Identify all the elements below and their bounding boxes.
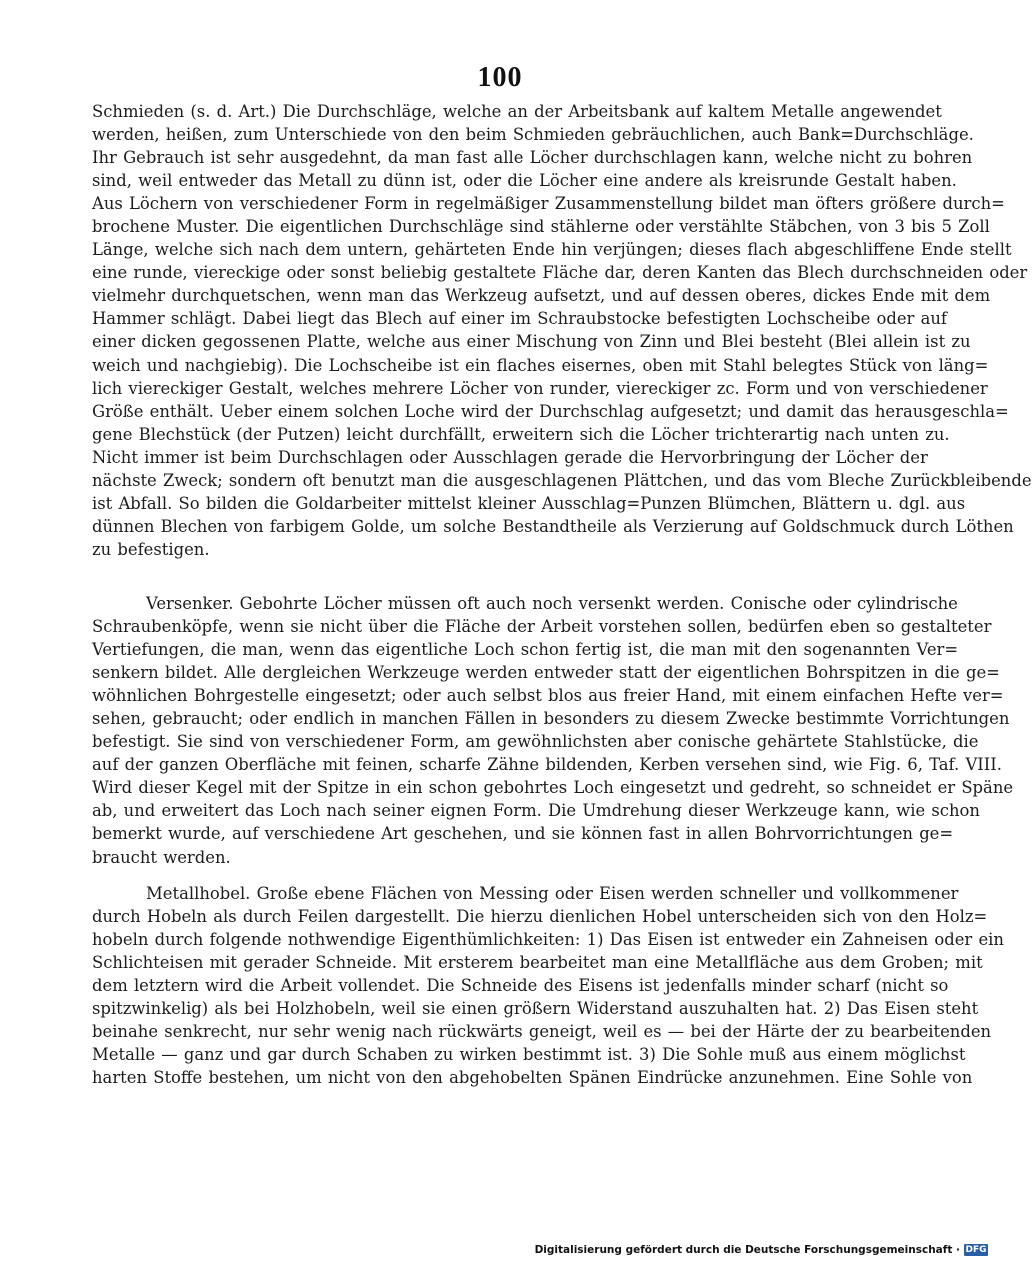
text-line: Metalle — ganz und gar durch Schaben zu wirken bestimmt ist. 3) Die Sohle muß aus einem möglichst — [92, 1045, 966, 1065]
paragraph-versenker — [92, 592, 1014, 869]
text-line: Wird dieser Kegel mit der Spitze in ein schon gebohrtes Loch eingesetzt und gedreht, so schneidet er Späne — [92, 778, 1014, 798]
text-line: harten Stoffe bestehen, um nicht von den abgehobelten Spänen Eindrücke anzunehmen. Eine Sohle von — [92, 1068, 973, 1088]
text-line: auf der ganzen Oberfläche mit feinen, scharfe Zähne bildenden, Kerben versehen sind, wie Fig. 6, Taf. VIII. — [92, 755, 1002, 775]
text-line: nächste Zweck; sondern oft benutzt man die ausgeschlagenen Plättchen, und das vom Bleche Zurückbleibende — [92, 470, 1032, 490]
text-line: Nicht immer ist beim Durchschlagen oder Ausschlagen gerade die Hervorbringung der Löcher der — [92, 447, 928, 467]
text-line: Aus Löchern von verschiedener Form in regelmäßiger Zusammenstellung bildet man öfters größere durch= — [92, 194, 1005, 214]
text-line: eine runde, viereckige oder sonst beliebig gestaltete Fläche dar, deren Kanten das Blech durchschneiden oder — [92, 263, 1028, 283]
text-line: zu befestigen. — [92, 539, 210, 559]
footer-credit — [535, 1244, 988, 1256]
text-line: sind, weil entweder das Metall zu dünn ist, oder die Löcher eine andere als kreisrunde Gestalt haben. — [92, 171, 957, 191]
text-line: Schmieden (s. d. Art.) Die Durchschläge, welche an der Arbeitsbank auf kaltem Metalle angewendet — [92, 102, 942, 121]
text-line: Schlichteisen mit gerader Schneide. Mit ersterem bearbeitet man eine Metallfläche aus dem Groben; mit — [92, 953, 983, 973]
text-line: ist Abfall. So bilden die Goldarbeiter mittelst kleiner Ausschlag=Punzen Blümchen, Blättern u. dgl. aus — [92, 493, 966, 513]
page-number: 100 — [477, 62, 523, 93]
text-line: werden, heißen, zum Unterschiede von den beim Schmieden gebräuchlichen, auch Bank=Durchschläge. — [92, 125, 974, 145]
text-line: dünnen Blechen von farbigem Golde, um solche Bestandtheile als Verzierung auf Goldschmuck durch Löthen — [92, 516, 1014, 536]
text-line: sehen, gebraucht; oder endlich in manchen Fällen in besonders zu diesem Zwecke bestimmte Vorrichtungen — [92, 709, 1010, 729]
text-line: Länge, welche sich nach dem untern, gehärteten Ende hin verjüngen; dieses flach abgeschliffene Ende stellt — [92, 240, 1012, 260]
text-line: braucht werden. — [92, 847, 231, 867]
text-line: Schraubenköpfe, wenn sie nicht über die Fläche der Arbeit vorstehen sollen, bedürfen eben so gestalteter — [92, 617, 992, 637]
text-line: Ihr Gebrauch ist sehr ausgedehnt, da man fast alle Löcher durchschlagen kann, welche nicht zu bohren — [92, 148, 973, 168]
text-line: befestigt. Sie sind von verschiedener Form, am gewöhnlichsten aber conische gehärtete Stahlstücke, die — [92, 732, 979, 752]
paragraph-metallhobel — [92, 882, 1004, 1089]
text-line: Versenker. Gebohrte Löcher müssen oft auch noch versenkt werden. Conische oder cylindrische — [146, 594, 958, 613]
text-line: gene Blechstück (der Putzen) leicht durchfällt, erweitern sich die Löcher trichterartig nach unten zu. — [92, 424, 950, 444]
text-line: Vertiefungen, die man, wenn das eigentliche Loch schon fertig ist, die man mit den sogenannten Ver= — [92, 640, 959, 660]
text-line: Größe enthält. Ueber einem solchen Loche wird der Durchschlag aufgesetzt; und damit das herausgeschla= — [92, 401, 1009, 421]
text-line: senkern bildet. Alle dergleichen Werkzeuge werden entweder statt der eigentlichen Bohrspitzen in die ge= — [92, 663, 1000, 683]
text-line: dem letztern wird die Arbeit vollendet. Die Schneide des Eisens ist jedenfalls minder scharf (nicht so — [92, 976, 949, 996]
text-line: vielmehr durchquetschen, wenn man das Werkzeug aufsetzt, und auf dessen oberes, dickes Ende mit dem — [92, 286, 991, 306]
text-line: brochene Muster. Die eigentlichen Durchschläge sind stählerne oder verstählte Stäbchen, von 3 bis 5 Zoll — [92, 217, 990, 237]
text-line: Hammer schlägt. Dabei liegt das Blech auf einer im Schraubstocke befestigten Lochscheibe oder auf — [92, 309, 947, 329]
text-line: spitzwinkelig) als bei Holzhobeln, weil sie einen größern Widerstand auszuhalten hat. 2) Das Eisen steht — [92, 999, 979, 1019]
text-line: bemerkt wurde, auf verschiedene Art geschehen, und sie können fast in allen Bohrvorrichtungen ge= — [92, 824, 954, 844]
text-line: wöhnlichen Bohrgestelle eingesetzt; oder auch selbst blos aus freier Hand, mit einem einfachen Hefte ver= — [92, 686, 1004, 706]
paragraph-durchschlaege — [92, 100, 1032, 561]
text-line: einer dicken gegossenen Platte, welche aus einer Mischung von Zinn und Blei besteht (Blei allein ist zu — [92, 332, 971, 352]
text-line: weich und nachgiebig). Die Lochscheibe ist ein flaches eisernes, oben mit Stahl belegtes Stück von läng= — [92, 355, 989, 375]
text-line: lich viereckiger Gestalt, welches mehrere Löcher von runder, viereckiger zc. Form und von verschiedener — [92, 378, 988, 398]
text-line: ab, und erweitert das Loch nach seiner eignen Form. Die Umdrehung dieser Werkzeuge kann, wie schon — [92, 801, 980, 821]
text-line: beinahe senkrecht, nur sehr wenig nach rückwärts geneigt, weil es — bei der Härte der zu bearbeitenden — [92, 1022, 992, 1042]
text-line: Metallhobel. Große ebene Flächen von Messing oder Eisen werden schneller und vollkommener — [146, 884, 959, 903]
text-line: durch Hobeln als durch Feilen dargestellt. Die hierzu dienlichen Hobel unterscheiden sich von den Holz= — [92, 907, 988, 927]
footer-text: Digitalisierung gefördert durch die Deutsche Forschungsgemeinschaft · — [534, 1244, 960, 1256]
text-line: hobeln durch folgende nothwendige Eigenthümlichkeiten: 1) Das Eisen ist entweder ein Zahneisen oder ein — [92, 930, 1004, 950]
dfg-logo-icon: DFG — [965, 1245, 987, 1255]
